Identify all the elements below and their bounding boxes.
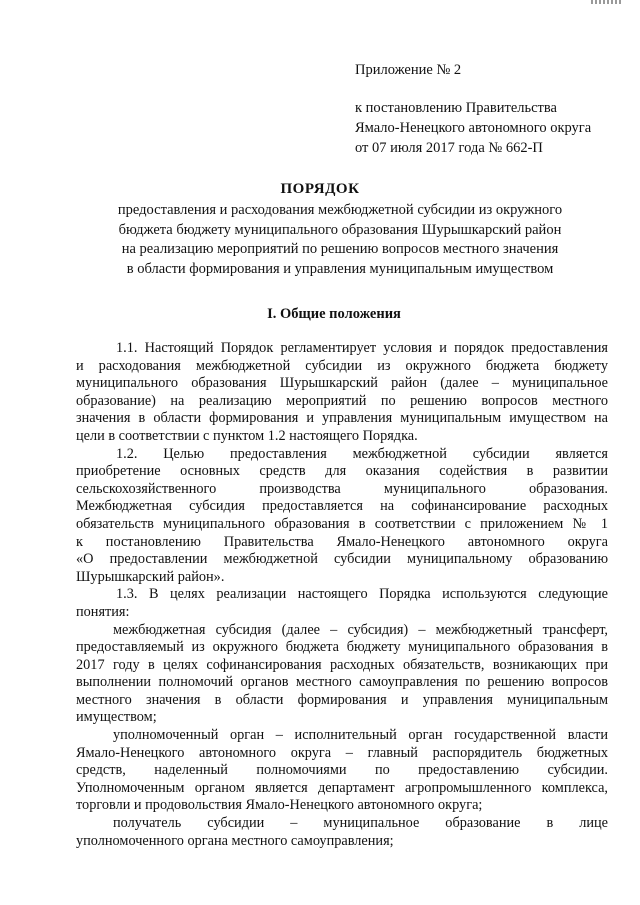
body-line: сельскохозяйственного производства муниципального образования. [76, 480, 608, 497]
document-subtitle [60, 201, 620, 279]
appendix-number: Приложение № 2 [355, 62, 462, 78]
body-line: уполномоченного органа местного самоуправления; [76, 832, 394, 849]
body-line: средств, наделенный полномочиями по предоставлению субсидии. [76, 762, 608, 779]
document-title: ПОРЯДОК [280, 181, 360, 197]
section-title: I. Общие положения [267, 306, 401, 322]
subtitle-line: предоставления и расходования межбюджетной субсидии из окружного [117, 202, 563, 218]
body-line: 2017 году в целях софинансирования расходных обязательств, возникающих при [76, 656, 608, 673]
subtitle-line: в области формирования и управления муниципальным имуществом [126, 260, 554, 277]
body-line: понятия: [76, 603, 130, 620]
body-line: муниципального образования Шурышкарский район (далее – муниципальное [76, 375, 608, 392]
appendix-line: к постановлению Правительства [355, 100, 557, 116]
body-line: «О предоставлении межбюджетной субсидии муниципальному образованию [76, 551, 608, 568]
body-line: 1.3. В целях реализации настоящего Порядка используются следующие [116, 586, 608, 603]
appendix-block [355, 60, 625, 158]
body-line: Шурышкарский район». [76, 568, 225, 585]
body-line: цели в соответствии с пунктом 1.2 настоящего Порядка. [76, 427, 418, 444]
appendix-line: от 07 июля 2017 года № 662-П [355, 140, 543, 156]
scan-mark [591, 0, 621, 4]
body-line: к постановлению Правительства Ямало-Ненецкого автономного округа [76, 533, 608, 550]
appendix-line: Ямало-Ненецкого автономного округа [355, 120, 592, 136]
body-line: имуществом; [76, 709, 157, 726]
body-line: межбюджетная субсидия (далее – субсидия) – межбюджетный трансферт, [113, 621, 608, 638]
body-line: торговли и продовольствия Ямало-Ненецкого автономного округа; [76, 797, 483, 814]
body-line: и расходования межбюджетной субсидии из окружного бюджета бюджету [76, 357, 608, 374]
body-line: образование) на реализацию мероприятий по решению вопросов местного [76, 392, 608, 409]
body-line: уполномоченный орган – исполнительный орган государственной власти [113, 727, 608, 744]
body-line: 1.1. Настоящий Порядок регламентирует условия и порядок предоставления [116, 340, 608, 356]
body-line: предоставляемый из окружного бюджета бюджету муниципального образования в [76, 639, 608, 656]
body-line: выполнении полномочий органов местного самоуправления по решению вопросов [76, 674, 608, 691]
subtitle-line: на реализацию мероприятий по решению вопросов местного значения [121, 241, 559, 257]
document-body [76, 340, 608, 850]
body-line: значения в области формирования и управления муниципальным имуществом на [76, 410, 608, 427]
body-line: Ямало-Ненецкого автономного округа – главный распорядитель бюджетных [76, 744, 608, 761]
body-line: 1.2. Целью предоставления межбюджетной субсидии является [116, 445, 608, 462]
subtitle-line: бюджета бюджету муниципального образования Шурышкарский район [118, 221, 562, 238]
body-line: обязательств муниципального образования в соответствии с приложением № 1 [76, 515, 608, 532]
body-line: Межбюджетная субсидия предоставляется на софинансирование расходных [76, 498, 608, 515]
body-line: Уполномоченным органом является департамент агропромышленного комплекса, [76, 779, 608, 796]
body-line: местного значения в области формирования и управления муниципальным [76, 691, 608, 708]
body-line: приобретение основных средств для оказания содействия в развитии [76, 463, 608, 480]
body-line: получатель субсидии – муниципальное образование в лице [113, 815, 608, 832]
